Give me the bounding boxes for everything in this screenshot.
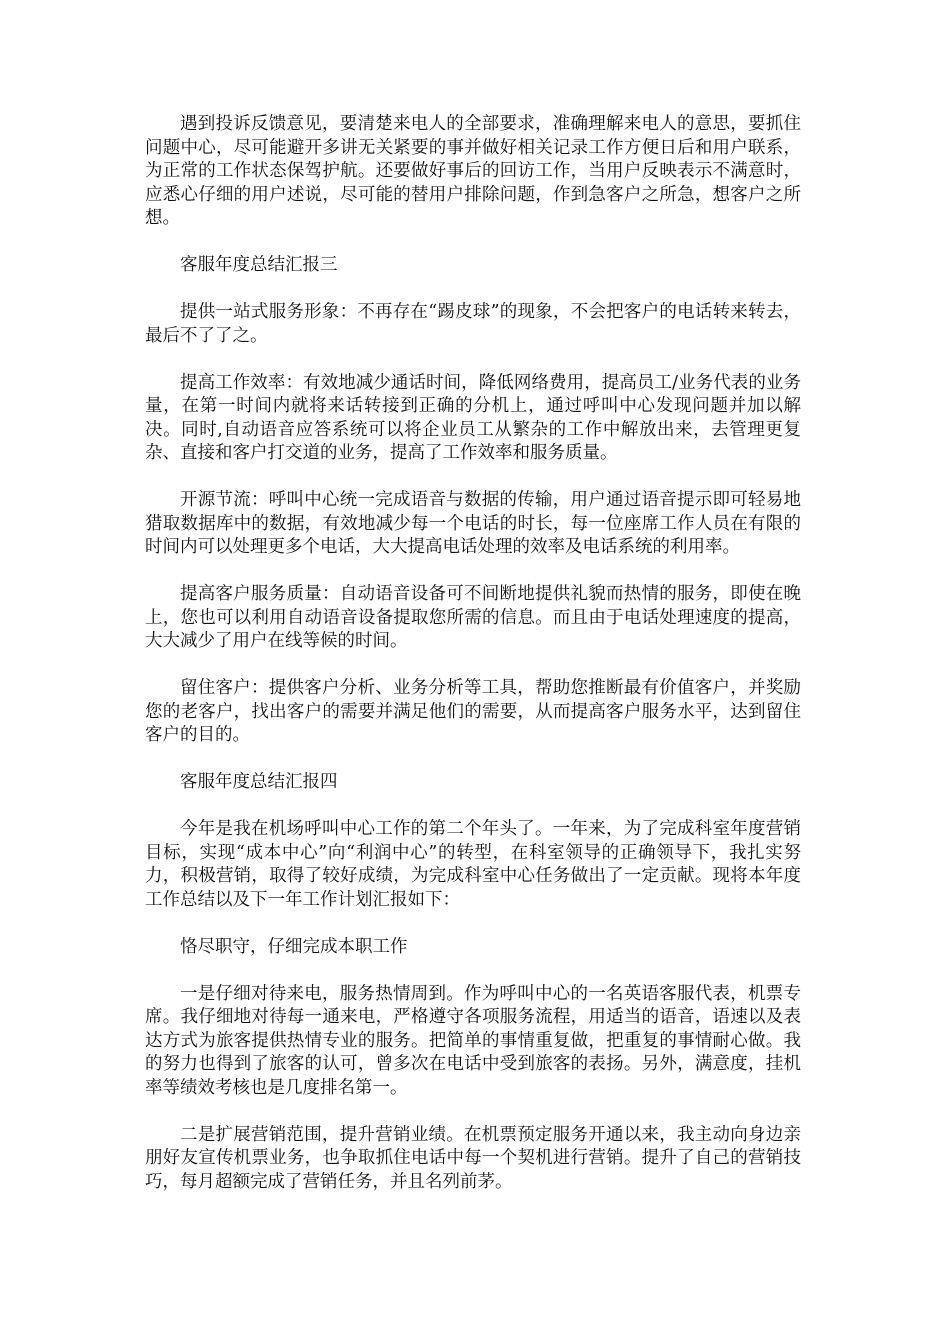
paragraph-handle-calls: 一是仔细对待来电，服务热情周到。作为呼叫中心的一名英语客服代表，机票专席。我仔细地对待每一通来电，严格遵守各项服务流程，用适当的语音，语速以及表达方式为旅客提供热情专业的服务。把简单的事情重复做，把重复的事情耐心做。我的努力也得到了旅客的认可，曾多次在电话中受到旅客的表扬。另外，满意度，挂机率等绩效考核也是几度排名第一。 <box>145 983 801 1098</box>
document-page <box>145 113 801 1218</box>
paragraph-service-quality: 提高客户服务质量：自动语音设备可不间断地提供礼貌而热情的服务，即使在晚上，您也可以利用自动语音设备提取您所需的信息。而且由于电话处理速度的提高，大大减少了用户在线等候的时间。 <box>145 584 801 651</box>
paragraph-annual-intro: 今年是我在机场呼叫中心工作的第二个年头了。一年来，为了完成科室年度营销目标，实现“成本中心”向“利润中心”的转型，在科室领导的正确领导下，我扎实努力，积极营销，取得了较好成绩，为完成科室中心任务做出了一定贡献。现将本年度工作总结以及下一年工作计划汇报如下： <box>145 819 801 910</box>
paragraph-retain-customers: 留住客户：提供客户分析、业务分析等工具，帮助您推断最有价值客户，并奖励您的老客户，找出客户的需要并满足他们的需要，从而提高客户服务水平，达到留住客户的目的。 <box>145 678 801 745</box>
section-heading-report-four: 客服年度总结汇报四 <box>180 772 338 792</box>
paragraph-cost-saving: 开源节流：呼叫中心统一完成语音与数据的传输，用户通过语音提示即可轻易地猎取数据库中的数据，有效地减少每一个电话的时长，每一位座席工作人员在有限的时间内可以处理更多个电话，大大提高电话处理的效率及电话系统的利用率。 <box>145 490 801 557</box>
subsection-heading-duty: 恪尽职守，仔细完成本职工作 <box>180 936 408 957</box>
paragraph-expand-marketing: 二是扩展营销范围，提升营销业绩。在机票预定服务开通以来，我主动向身边亲朋好友宣传机票业务，也争取抓住电话中每一个契机进行营销。提升了自己的营销技巧，每月超额完成了营销任务，并且名列前茅。 <box>145 1124 801 1192</box>
paragraph-one-stop-service: 提供一站式服务形象：不再存在“踢皮球”的现象，不会把客户的电话转来转去，最后不了了之。 <box>145 302 801 346</box>
section-heading-report-three: 客服年度总结汇报三 <box>180 255 338 275</box>
paragraph-complaint-handling: 遇到投诉反馈意见，要清楚来电人的全部要求，准确理解来电人的意思，要抓住问题中心，尽可能避开多讲无关紧要的事并做好相关记录工作方便日后和用户联系，为正常的工作状态保驾护航。还要做好事后的回访工作，当用户反映表示不满意时，应悉心仔细的用户述说，尽可能的替用户排除问题，作到急客户之所急，想客户之所想。 <box>145 114 801 228</box>
paragraph-work-efficiency: 提高工作效率：有效地减少通话时间，降低网络费用，提高员工/业务代表的业务量，在第一时间内就将来话转接到正确的分机上，通过呼叫中心发现问题并加以解决。同时,自动语音应答系统可以将企业员工从繁杂的工作中解放出来，去管理更复杂、直接和客户打交道的业务，提高了工作效率和服务质量。 <box>145 372 801 463</box>
